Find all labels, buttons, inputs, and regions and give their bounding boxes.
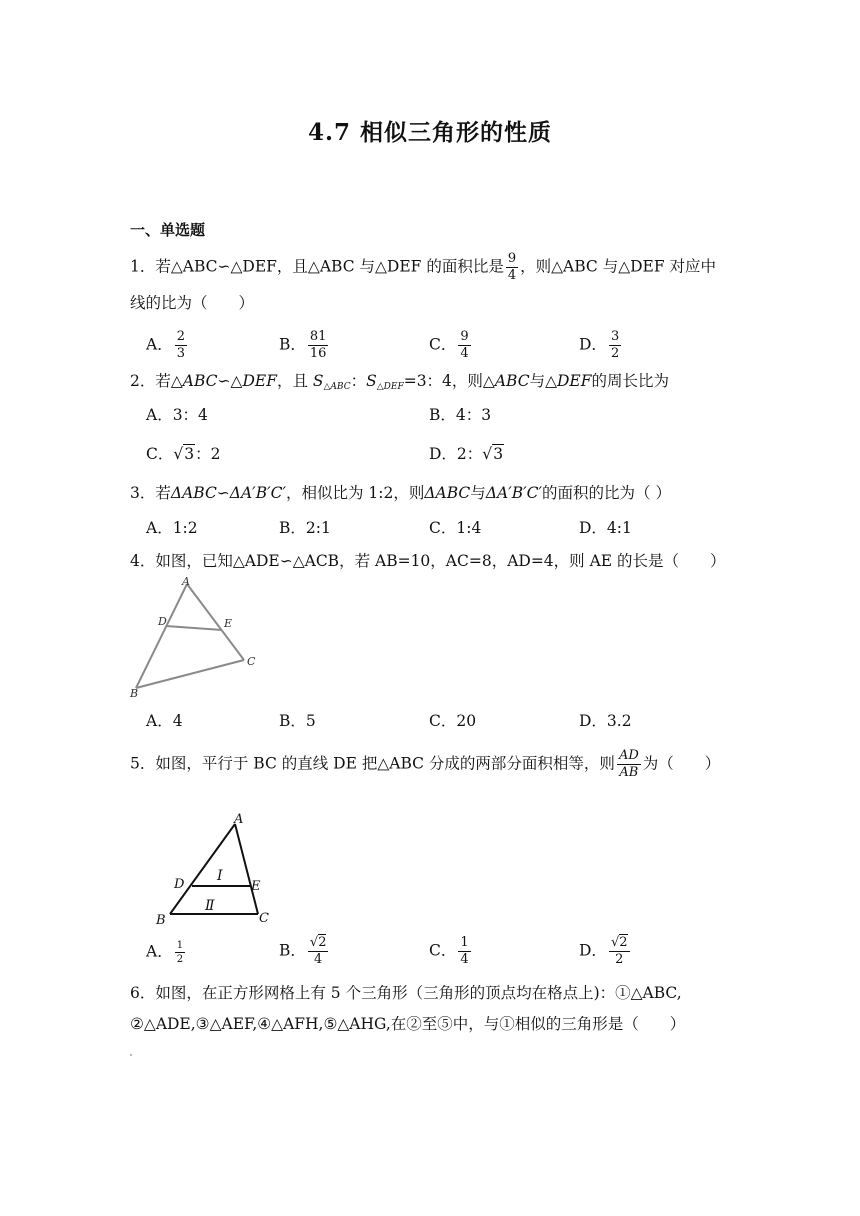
q1-option-b-fraction: $\frac{81}{16}$ (309, 329, 327, 361)
q1-stem-line2: 线的比为（ ） (130, 294, 255, 312)
q5-label-c: C (259, 911, 269, 926)
q1-option-b[interactable]: B． $\frac{81}{16}$ (279, 329, 327, 361)
page-title: 4.7 相似三角形的性质 (307, 119, 553, 146)
q5-option-c-fraction: $\frac{1}{4}$ (460, 935, 469, 967)
q4-label-a: A (182, 575, 190, 588)
q1-option-a[interactable]: A． $\frac{2}{3}$ (146, 329, 185, 361)
q5-label-b: B (156, 913, 166, 928)
q5-side-ac (235, 824, 258, 914)
q6-stem-line2: ②△ADE,③△AEF,④△AFH,⑤△AHG,在②至⑤中，与①相似的三角形是（ ） (130, 1015, 686, 1033)
q3-option-d[interactable]: D．4:1 (579, 519, 632, 537)
q3-option-c[interactable]: C．1:4 (429, 519, 482, 537)
q4-option-d[interactable]: D．3.2 (579, 712, 632, 730)
q4-stem: 4．如图，已知△ADE∽△ACB，若 AB=10，AC=8，AD=4，则 AE 的长是（ ） (130, 552, 726, 570)
q4-side-ac (187, 584, 244, 660)
q5-label-e: E (251, 879, 261, 894)
q4-label-b: B (130, 687, 139, 700)
q1-stem-text: 1．若△ABC∽△DEF，且△ABC 与△DEF 的面积比是 (130, 257, 504, 276)
q5-stem: 5．如图，平行于 BC 的直线 DE 把△ABC 分成的两部分面积相等，则 $\frac{AD}{AB}$ 为（ ） (130, 748, 721, 780)
q2-option-a[interactable]: A．3：4 (146, 406, 208, 424)
q1-option-d-fraction: $\frac{3}{2}$ (610, 329, 620, 361)
q4-label-c: C (247, 655, 256, 668)
q5-label-d: D (174, 877, 185, 892)
q1-stem-text-b: ，则△ABC 与△DEF 对应中 (520, 257, 717, 276)
section-heading: 一、单选题 (130, 221, 206, 239)
q5-option-b[interactable]: B． $\frac{√2}{4}$ (279, 935, 327, 967)
q4-option-b[interactable]: B．5 (279, 712, 316, 730)
q1-option-d[interactable]: D． $\frac{3}{2}$ (579, 329, 620, 361)
q5-ratio-fraction: $\frac{AD}{AB}$ (618, 748, 639, 780)
q2-option-d[interactable]: D．2：√3 (429, 445, 504, 463)
q4-option-a[interactable]: A．4 (146, 712, 183, 730)
q2-stem: 2．若△ABC∽△DEF，且 $S_{\triangle ABC}$：$S_{\triangle DEF}=3$：4，则△ABC与△DEF的周长比为 (130, 372, 670, 392)
q5-option-a[interactable]: A． $\frac{1}{2}$ (146, 940, 184, 965)
q4-label-d: D (158, 615, 167, 628)
figure-placeholder-dot (130, 1054, 132, 1056)
q2-option-c-sqrt: √3 (173, 445, 195, 463)
q5-option-b-fraction: $\frac{√2}{4}$ (309, 935, 327, 967)
q1-stem-line1 (130, 252, 716, 283)
q1-option-a-fraction: $\frac{2}{3}$ (176, 329, 185, 361)
q4-segment-de (166, 626, 222, 630)
q5-region-ii-label: Ⅱ (205, 898, 215, 914)
q4-label-e: E (224, 617, 233, 630)
q4-side-bc (136, 660, 244, 688)
q3-option-b[interactable]: B．2:1 (279, 519, 331, 537)
q3-stem: 3．若ΔABC∽ΔA′B′C′，相似比为 1:2，则ΔABC与ΔA′B′C′的面积的比为（ ） (130, 484, 671, 502)
q6-stem-line1: 6．如图，在正方形网格上有 5 个三角形（三角形的顶点均在格点上)：①△ABC, (130, 984, 682, 1002)
q5-option-a-fraction: $\frac{1}{2}$ (176, 940, 184, 965)
q5-figure (150, 810, 280, 930)
q1-option-c[interactable]: C． $\frac{9}{4}$ (429, 329, 469, 361)
q5-region-i-label: Ⅰ (217, 868, 223, 884)
q1-option-c-fraction: $\frac{9}{4}$ (460, 329, 469, 361)
q5-side-ab (170, 824, 235, 914)
q5-option-c[interactable]: C． $\frac{1}{4}$ (429, 935, 469, 967)
q1-ratio-fraction: $\frac{9}{4}$ (507, 251, 517, 283)
q5-label-a: A (234, 812, 244, 827)
q4-figure (126, 575, 266, 700)
q4-option-c[interactable]: C．20 (429, 712, 477, 730)
q4-side-ab (136, 584, 187, 688)
q3-option-a[interactable]: A．1:2 (146, 519, 198, 537)
q2-option-d-sqrt: √3 (482, 445, 504, 463)
q2-option-b[interactable]: B．4：3 (429, 406, 492, 424)
q5-option-d[interactable]: D． $\frac{√2}{2}$ (579, 935, 628, 967)
q2-option-c[interactable]: C．√3：2 (146, 445, 221, 463)
q5-option-d-fraction: $\frac{√2}{2}$ (610, 935, 628, 967)
